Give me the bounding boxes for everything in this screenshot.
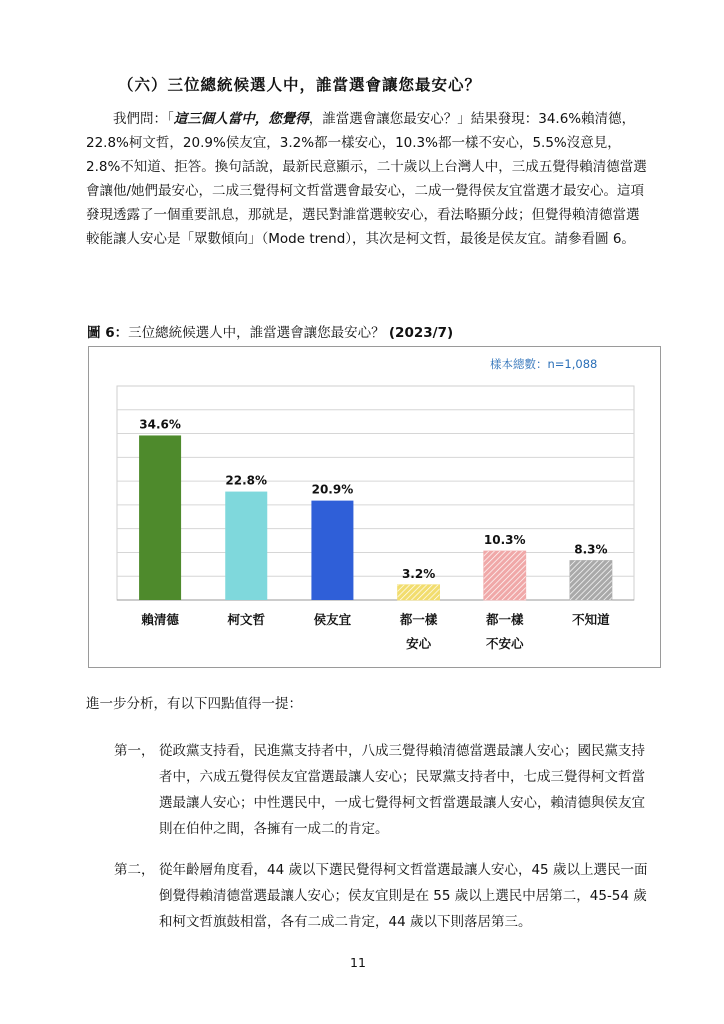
plot-area [117, 386, 634, 600]
point-lead: 第一， [114, 743, 155, 759]
page-number: 11 [350, 955, 366, 970]
bar-hatch [570, 561, 612, 600]
bar-hatch [484, 551, 526, 600]
category-label: 安心 [406, 636, 432, 651]
bar-value-label: 34.6% [139, 417, 181, 432]
bar-value-label: 3.2% [401, 566, 436, 581]
bar [311, 501, 353, 600]
bar [225, 492, 267, 600]
figure-title-text: 三位總統候選人中，誰當選會讓您最安心？ [128, 325, 385, 341]
category-label: 不安心 [485, 636, 524, 651]
bar-value-label: 20.9% [311, 482, 354, 497]
category-label: 柯文哲 [227, 612, 266, 627]
intro-prefix: 我們問：「 [113, 111, 174, 127]
section-title: （六）三位總統候選人中，誰當選會讓您最安心？ [118, 76, 482, 94]
figure-title [87, 321, 453, 341]
point-text: 從年齡層角度看，44 歲以下選民覺得柯文哲當選最讓人安心，45 歲以上選民一面倒覺得賴清德當選最讓人安心；侯友宜則是在 55 歲以上選民中居第二，45-54 歲和柯文哲旗鼓相當，各有二成二肯定，44 歲以下則落居第三。 [159, 862, 648, 930]
figure-label: 圖 6： [87, 325, 129, 341]
intro-paragraph [86, 107, 652, 251]
figure-date: (2023/7) [388, 325, 454, 341]
category-label: 都一樣 [399, 612, 438, 627]
category-label: 都一樣 [485, 612, 524, 627]
category-label: 侯友宜 [313, 612, 352, 627]
point-text: 從政黨支持看，民進黨支持者中，八成三覺得賴清德當選最讓人安心；國民黨支持者中，六成五覺得侯友宜當選最讓人安心；民眾黨支持者中，七成三覺得柯文哲當選最讓人安心；中性選民中，一成七覺得柯文哲當選最讓人安心，賴清德與侯友宜則在伯仲之間，各擁有一成二的肯定。 [159, 743, 645, 837]
bar-hatch [398, 585, 440, 600]
analysis-point-2 [114, 857, 650, 935]
bar-value-label: 22.8% [225, 473, 268, 488]
analysis-point-1 [114, 738, 650, 842]
category-label: 不知道 [572, 612, 610, 627]
point-lead: 第二， [114, 862, 155, 878]
bar-value-label: 10.3% [483, 533, 526, 548]
intro-question-rest: ，誰當選會讓您最安心？」結果發現：34.6%賴清德，22.8%柯文哲，20.9%侯友宜，3.2%都一樣安心，10.3%都一樣不安心，5.5%沒意見，2.8%不知道、拒答。換句話說，最新民意顯示，二十歲以上台灣人中，三成五覺得賴清德當選會讓他/她們最安心，二成三覺得柯文哲當選會最安心，二成一覺得侯友宜當選才最安心。這項發現透露了一個重要訊息，那就是，選民對誰當選較安心，看法略顯分歧；但覺得賴清德當選較能讓人安心是「眾數傾向」（Mode trend），其次是柯文哲，最後是侯友宜。請參看圖 6。 [86, 111, 647, 247]
analysis-intro: 進一步分析，有以下四點值得一提： [86, 696, 302, 712]
intro-question-italic: 這三個人當中，您覺得 [173, 111, 309, 127]
bar-value-label: 8.3% [574, 542, 608, 557]
bar [139, 435, 181, 600]
sample-size-note: 樣本總數：n=1,088 [490, 357, 598, 371]
category-label: 賴清德 [141, 612, 179, 627]
bar-chart [88, 346, 661, 668]
